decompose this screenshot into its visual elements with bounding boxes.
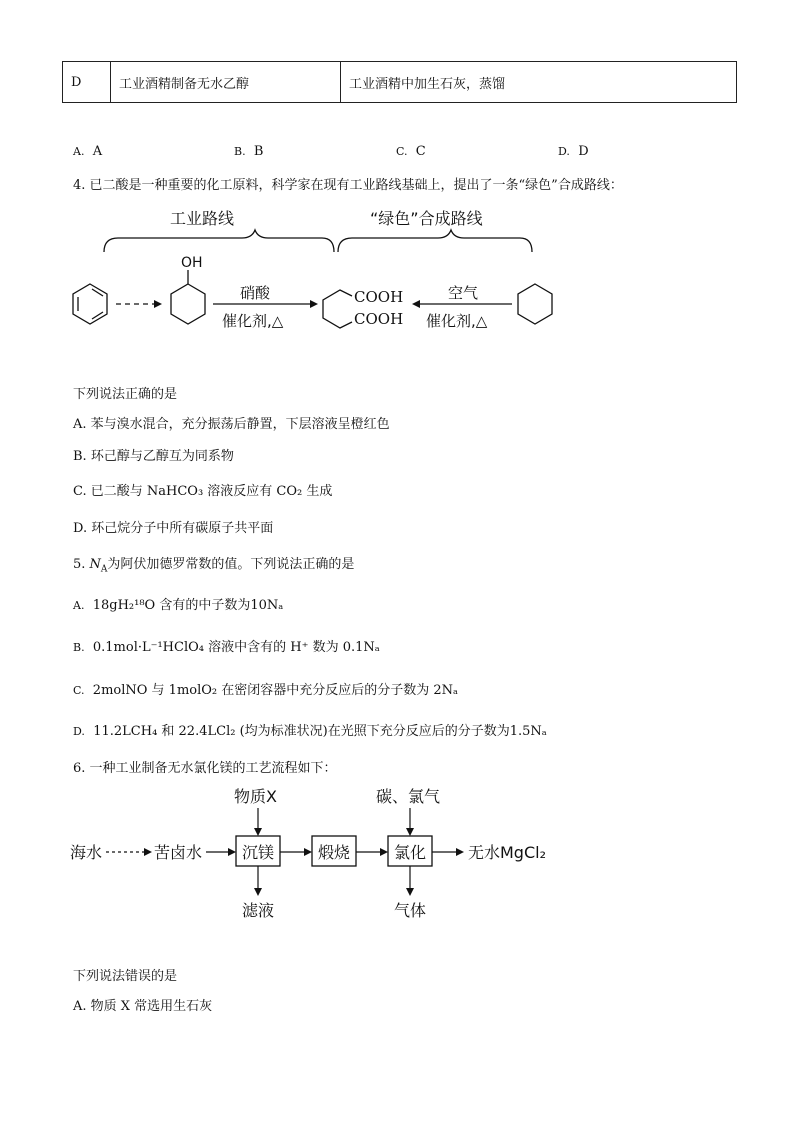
green-brace xyxy=(338,230,532,252)
oh-label: OH xyxy=(181,255,203,271)
flow-product: 无水MgCl₂ xyxy=(468,843,546,862)
adipic-acid-structure xyxy=(323,290,352,328)
cyclohexanol-structure xyxy=(171,270,205,324)
industrial-brace xyxy=(104,230,334,252)
flow-input-x: 物质X xyxy=(234,787,277,806)
q4-option-c[interactable]: C. 已二酸与 NaHCO₃ 溶液反应有 CO₂ 生成 xyxy=(73,484,333,499)
q3-option-c[interactable]: C. C xyxy=(396,144,426,159)
q5-stem: 5. $N_A$为阿伏加德罗常数的值。下列说法正确的是 xyxy=(73,557,355,575)
flow-step-calcine: 煅烧 xyxy=(318,843,351,862)
q4-option-a[interactable]: A. 苯与溴水混合，充分振荡后静置，下层溶液呈橙红色 xyxy=(73,417,390,432)
q4-synthesis-diagram xyxy=(70,204,565,339)
cooh-bottom: COOH xyxy=(354,310,404,328)
reagent-nitric-acid: 硝酸 xyxy=(240,284,271,302)
row-letter: D xyxy=(63,62,111,102)
row-method: 工业酒精中加生石灰，蒸馏 xyxy=(349,76,506,92)
q3-option-d[interactable]: D. D xyxy=(558,144,589,159)
q4-option-b[interactable]: B. 环己醇与乙醇互为同系物 xyxy=(73,449,234,464)
catalyst-heat-2: 催化剂,△ xyxy=(426,312,488,330)
flow-seawater: 海水 xyxy=(70,843,103,862)
q5-option-a[interactable]: A. 18gH₂¹⁸O 含有的中子数为10Nₐ xyxy=(73,598,284,613)
green-route-label: “绿色”合成路线 xyxy=(370,209,483,228)
q4-option-d[interactable]: D. 环己烷分子中所有碳原子共平面 xyxy=(73,521,274,536)
flow-input-carbon-chlorine: 碳、氯气 xyxy=(376,787,441,806)
cooh-top: COOH xyxy=(354,288,404,306)
q6-stem: 6. 一种工业制备无水氯化镁的工艺流程如下： xyxy=(73,761,337,776)
catalyst-heat-1: 催化剂,△ xyxy=(222,312,284,330)
answer-table-row-d xyxy=(62,61,737,103)
cyclohexane-structure xyxy=(518,284,552,324)
flow-brine: 苦卤水 xyxy=(154,843,203,862)
q3-option-a[interactable]: A. A xyxy=(73,144,103,159)
flow-step-precipitate: 沉镁 xyxy=(242,843,275,862)
industrial-route-label: 工业路线 xyxy=(170,209,235,228)
q5-option-d[interactable]: D. 11.2LCH₄ 和 22.4LCl₂ (均为标准状况)在光照下充分反应后的分子数为1.5Nₐ xyxy=(73,724,547,739)
reagent-air: 空气 xyxy=(448,284,479,302)
flow-step-chlorinate: 氯化 xyxy=(394,843,427,862)
q3-option-b[interactable]: B. B xyxy=(234,144,264,159)
benzene-structure xyxy=(73,284,107,324)
q6-prompt: 下列说法错误的是 xyxy=(73,969,178,984)
q4-prompt: 下列说法正确的是 xyxy=(73,387,178,402)
q6-option-a[interactable]: A. 物质 X 常选用生石灰 xyxy=(73,999,213,1014)
q6-process-flow xyxy=(70,784,560,924)
q4-stem: 4. 已二酸是一种重要的化工原料，科学家在现有工业路线基础上，提出了一条“绿色”合成路线： xyxy=(73,178,623,193)
flow-output-gas: 气体 xyxy=(394,901,427,920)
flow-output-filtrate: 滤液 xyxy=(242,901,275,920)
q5-option-c[interactable]: C. 2molNO 与 1molO₂ 在密闭容器中充分反应后的分子数为 2Nₐ xyxy=(73,683,459,698)
row-purpose: 工业酒精制备无水乙醇 xyxy=(111,62,341,102)
q5-option-b[interactable]: B. 0.1mol·L⁻¹HClO₄ 溶液中含有的 H⁺ 数为 0.1Nₐ xyxy=(73,640,380,655)
